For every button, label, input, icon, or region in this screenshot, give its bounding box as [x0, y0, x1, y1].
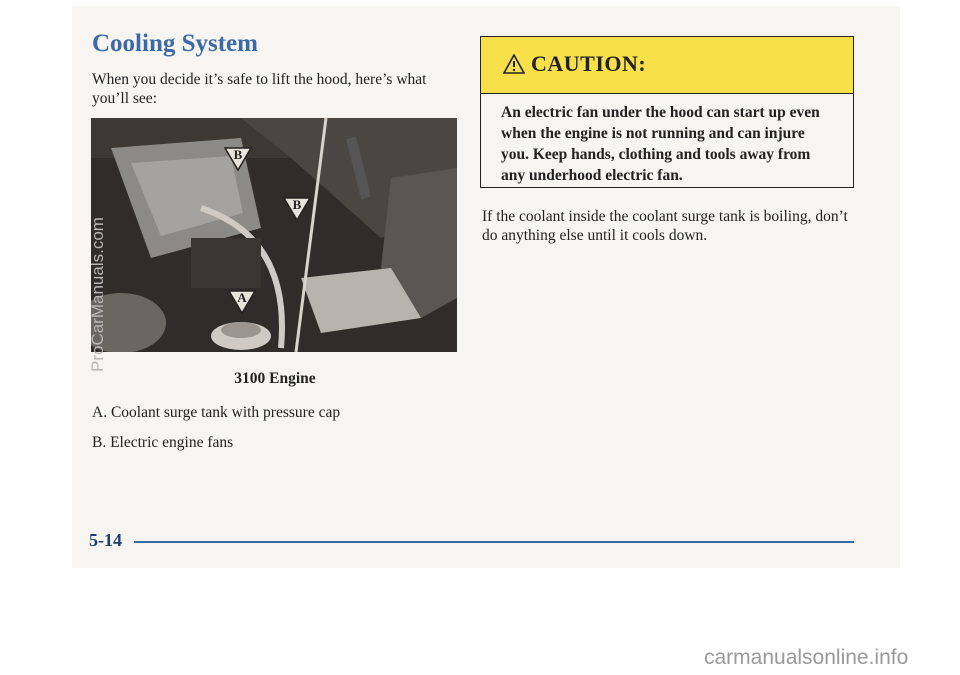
marker-label: B	[233, 147, 243, 162]
legend-item: B. Electric engine fans	[92, 434, 234, 451]
caution-header	[481, 37, 853, 94]
section-title: Cooling System	[92, 30, 258, 57]
figure-caption: 3100 Engine	[234, 370, 316, 387]
marker-label: A	[237, 290, 247, 305]
side-watermark: ProCarManuals.com	[88, 217, 107, 372]
marker-label: B	[292, 197, 302, 212]
engine-photo	[91, 118, 457, 352]
intro-text: When you decide it’s safe to lift the hood, here’s what you’ll see:	[92, 71, 427, 107]
caution-box	[480, 36, 854, 188]
legend-item: A. Coolant surge tank with pressure cap	[92, 404, 341, 421]
bottom-watermark: carmanualsonline.info	[704, 646, 909, 669]
figure-legend	[92, 404, 340, 464]
caution-text: An electric fan under the hood can start up even when the engine is not running and can injure you. Keep hands, clothing and tools away from any underhood electric fan.	[501, 104, 820, 184]
warning-triangle-icon	[503, 54, 525, 74]
page-number: 5-14	[89, 530, 122, 550]
footer-divider	[134, 541, 854, 543]
body-paragraph: If the coolant inside the coolant surge tank is boiling, don’t do anything else until it cools down.	[482, 208, 848, 244]
caution-label: CAUTION:	[531, 51, 647, 76]
